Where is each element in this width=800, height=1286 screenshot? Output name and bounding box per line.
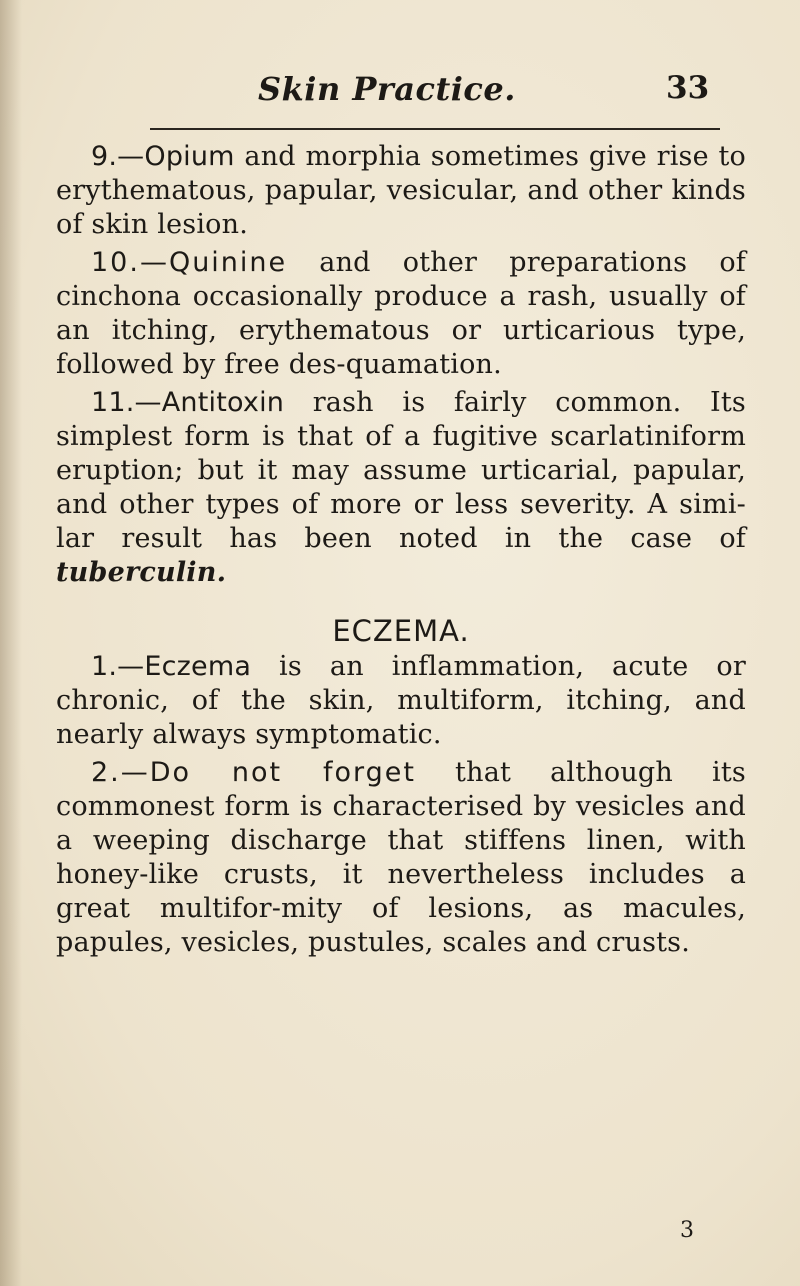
paragraph-eczema-definition	[56, 650, 746, 752]
section-heading: ECZEMA.	[332, 614, 470, 648]
italic-term: tuberculin.	[56, 557, 227, 588]
paragraph-lead: 1.—Eczema	[91, 651, 252, 682]
paragraph-lead: 2.—Do not forget	[91, 757, 416, 788]
binding-shadow	[0, 0, 22, 1286]
paragraph-antitoxin	[56, 386, 746, 590]
running-title: Skin Practice.	[258, 70, 516, 108]
paragraph-opium	[56, 140, 746, 242]
paragraph-lead: 9.—Opium	[91, 141, 235, 172]
signature-mark: 3	[680, 1218, 694, 1243]
paragraph-text: and morphia sometimes give rise to erythematous, papular, vesicular, and other kinds of skin lesion.	[56, 141, 746, 240]
page-number: 33	[666, 70, 710, 106]
paragraph-text: that although its commonest form is characterised by vesicles and a weeping discharge that stiffens linen, with honey-like crusts, it nevertheless includes a great multifor-mity of lesions, as macules, papules, vesicles, pustules, scales and crusts.	[56, 757, 746, 958]
header-rule	[150, 128, 720, 130]
paragraph-text: is an inflammation, acute or chronic, of the skin, multiform, itching, and nearly always symptomatic.	[56, 651, 746, 750]
paragraph-text: and other preparations of cinchona occasionally produce a rash, usually of an itching, erythematous or urticarious type, followed by free des-quamation.	[56, 247, 746, 380]
paragraph-eczema-forms	[56, 756, 746, 960]
paragraph-lead: 11.—Antitoxin	[91, 387, 285, 418]
paragraph-quinine	[56, 246, 746, 382]
paragraph-lead: 10.—Quinine	[91, 247, 288, 278]
body-text	[56, 140, 746, 964]
page-header	[0, 70, 800, 120]
paragraph-text: rash is fairly common. Its simplest form is that of a fugitive scarlatiniform eruption; but it may assume urticarial, papular, and other types of more or less severity. A simi-lar result has been noted in the case of	[56, 387, 746, 554]
